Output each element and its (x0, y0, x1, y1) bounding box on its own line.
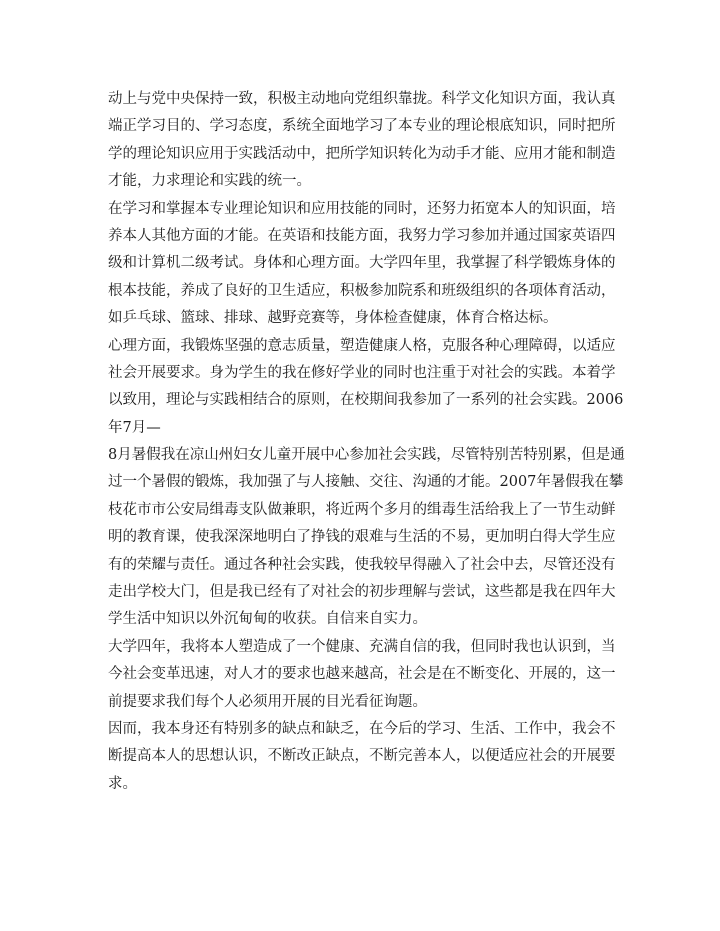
text-line: 学生活中知识以外沉甸甸的收获。自信来自实力。 (108, 611, 427, 628)
text-line: 动上与党中央保持一致，积极主动地向党组织靠拢。科学文化知识方面，我认真 (108, 91, 616, 107)
text-line: 走出学校大门，但是我已经有了对社会的初步理解与尝试，这些都是我在四年大 (108, 584, 616, 601)
text-line: 级和计算机二级考试。身体和心理方面。大学四年里，我掌握了科学锻炼身体的 (108, 255, 616, 272)
text-line: 以致用，理论与实践相结合的原则，在校期间我参加了一系列的社会实践。2006 (108, 392, 624, 409)
text-line: 端正学习目的、学习态度，系统全面地学习了本专业的理论根底知识，同时把所 (108, 118, 616, 135)
text-line: 明的教育课，使我深深地明白了挣钱的艰难与生活的不易，更加明白得大学生应 (108, 529, 616, 546)
text-line: 求。 (108, 775, 137, 792)
text-line: 断提高本人的思想认识，不断改正缺点，不断完善本人，以便适应社会的开展要 (108, 748, 616, 765)
text-line: 学的理论知识应用于实践活动中，把所学知识转化为动手才能、应用才能和制造 (108, 145, 616, 162)
text-line: 有的荣耀与责任。通过各种社会实践，使我较早得融入了社会中去，尽管还没有 (108, 556, 616, 573)
document-body (108, 86, 625, 798)
text-line: 枝花市市公安局缉毒支队做兼职，将近两个多月的缉毒生活给我上了一节生动鲜 (108, 501, 616, 518)
text-line: 过一个暑假的锻炼，我加强了与人接触、交往、沟通的才能。2007年暑假我在攀 (108, 474, 624, 491)
text-line: 社会开展要求。身为学生的我在修好学业的同时也注重于对社会的实践。本着学 (108, 364, 616, 381)
text-line: 8月暑假我在凉山州妇女儿童开展中心参加社会实践，尽管特别苦特别累，但是通 (108, 447, 625, 464)
text-line: 才能，力求理论和实践的统一。 (108, 173, 311, 190)
text-line: 养本人其他方面的才能。在英语和技能方面，我努力学习参加并通过国家英语四 (108, 227, 616, 244)
text-line: 如乒乓球、篮球、排球、越野竞赛等，身体检查健康，体育合格达标。 (108, 310, 558, 327)
text-line: 因而，我本身还有特别多的缺点和缺乏，在今后的学习、生活、工作中，我会不 (108, 720, 616, 737)
text-line: 大学四年，我将本人塑造成了一个健康、充满自信的我，但同时我也认识到，当 (108, 638, 616, 655)
text-line: 心理方面，我锻炼坚强的意志质量，塑造健康人格，克服各种心理障碍，以适应 (108, 337, 616, 354)
text-line: 年7月— (108, 419, 161, 436)
text-line: 前提要求我们每个人必须用开展的目光看征询题。 (108, 693, 427, 710)
text-line: 今社会变革迅速，对人才的要求也越来越高，社会是在不断变化、开展的，这一 (108, 666, 616, 683)
text-line: 根本技能，养成了良好的卫生适应，积极参加院系和班级组织的各项体育活动， (108, 282, 616, 299)
text-line: 在学习和掌握本专业理论知识和应用技能的同时，还努力拓宽本人的知识面，培 (108, 200, 616, 217)
